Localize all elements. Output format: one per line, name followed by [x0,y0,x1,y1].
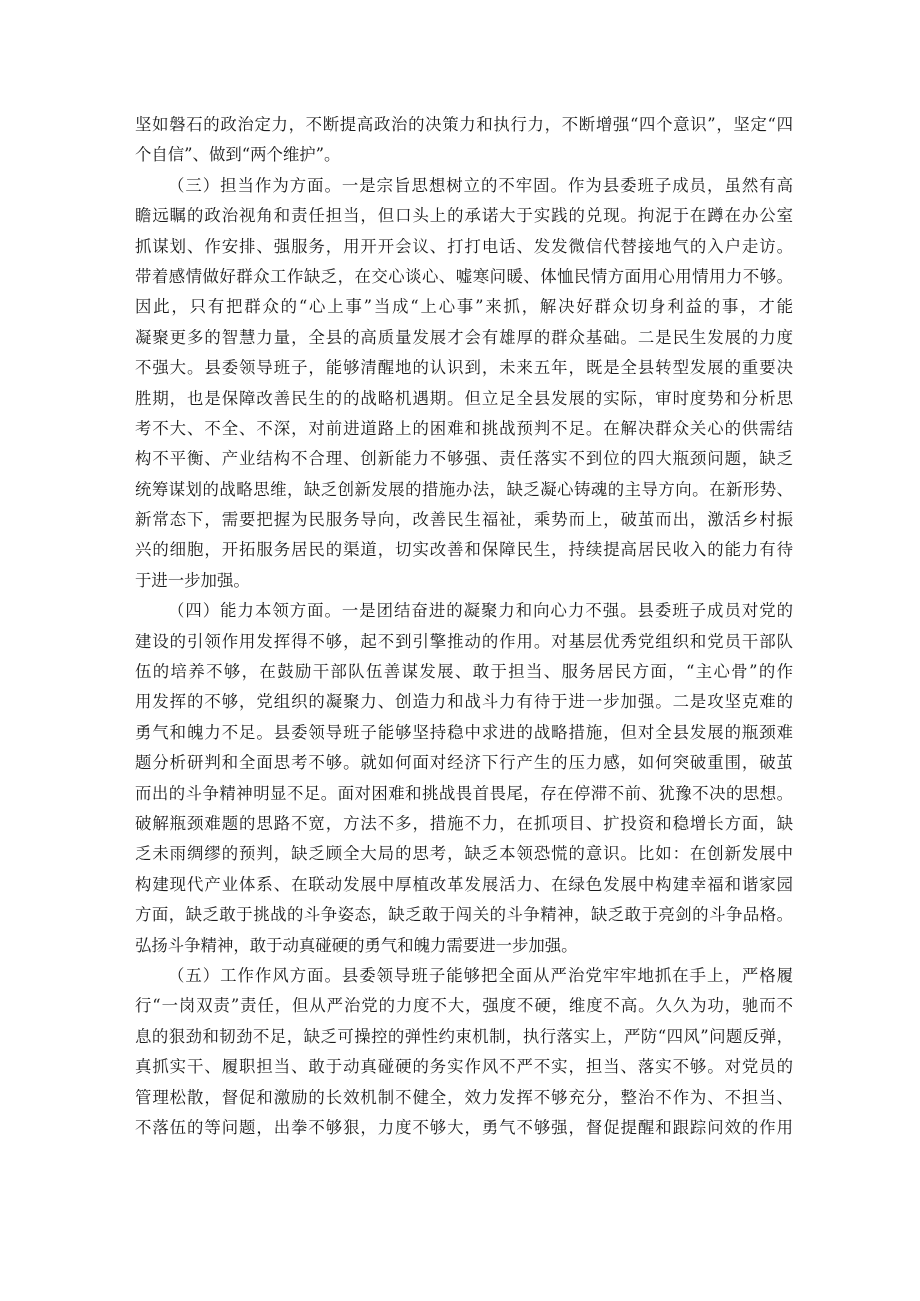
text-line: 用发挥的不够，党组织的凝聚力、创造力和战斗力有待于进一步加强。二是攻坚克难的 [135,692,793,712]
text-line: 息的狠劲和韧劲不足，缺乏可操控的弹性约束机制，执行落实上，严防“四风”问题反弹， [135,1026,793,1046]
text-line: 建设的引领作用发挥得不够，起不到引擎推动的作用。对基层优秀党组织和党员干部队 [135,631,793,651]
text-line: 不落伍的等问题，出拳不够狠，力度不够大，勇气不够强，督促提醒和跟踪问效的作用 [135,1117,793,1137]
text-line: 而出的斗争精神明显不足。面对困难和挑战畏首畏尾，存在停滞不前、犹豫不决的思想。 [135,783,793,803]
text-line: 因此，只有把群众的“心上事”当成“上心事”来抓，解决好群众切身利益的事，才能 [135,297,793,317]
text-line: 构不平衡、产业结构不合理、创新能力不够强、责任落实不到位的四大瓶颈问题，缺乏 [135,449,793,469]
paragraph [135,596,793,961]
text-line: 勇气和魄力不足。县委领导班子能够坚持稳中求进的战略措施，但对全县发展的瓶颈难 [135,722,793,742]
text-line: 管理松散，督促和激励的长效机制不健全，效力发挥不够充分，整治不作为、不担当、 [135,1087,793,1107]
text-line: （四）能力本领方面。一是团结奋进的凝聚力和向心力不强。县委班子成员对党的 [168,601,793,621]
text-line: 乏未雨绸缪的预判，缺乏顾全大局的思考，缺乏本领恐慌的意识。比如：在创新发展中 [135,844,793,864]
text-line: 伍的培养不够，在鼓励干部队伍善谋发展、敢于担当、服务居民方面，“主心骨”的作 [135,662,793,682]
text-line: 行“一岗双责”责任，但从严治党的力度不大，强度不硬，维度不高。久久为功，驰而不 [135,996,793,1016]
text-line: 弘扬斗争精神，敢于动真碰硬的勇气和魄力需要进一步加强。 [135,935,578,955]
text-line: （五）工作作风方面。县委领导班子能够把全面从严治党牢牢地抓在手上，严格履 [168,965,793,985]
text-line: 构建现代产业体系、在联动发展中厚植改革发展活力、在绿色发展中构建幸福和谐家园 [135,874,793,894]
text-line: （三）担当作为方面。一是宗旨思想树立的不牢固。作为县委班子成员，虽然有高 [168,175,793,195]
text-line: 破解瓶颈难题的思路不宽，方法不多，措施不力，在抓项目、扩投资和稳增长方面，缺 [135,813,793,833]
text-line: 于进一步加强。 [135,570,250,590]
text-line: 方面，缺乏敢于挑战的斗争姿态，缺乏敢于闯关的斗争精神，缺乏敢于亮剑的斗争品格。 [135,905,793,925]
text-line: 考不大、不全、不深，对前进道路上的困难和挑战预判不足。在解决群众关心的供需结 [135,418,793,438]
text-line: 新常态下，需要把握为民服务导向，改善民生福祉，乘势而上，破茧而出，激活乡村振 [135,510,793,530]
text-line: 真抓实干、履职担当、敢于动真碰硬的务实作风不严不实，担当、落实不够。对党员的 [135,1057,793,1077]
paragraph [135,110,793,171]
text-line: 兴的细胞，开拓服务居民的渠道，切实改善和保障民生，持续提高居民收入的能力有待 [135,540,793,560]
text-line: 不强大。县委领导班子，能够清醒地的认识到，未来五年，既是全县转型发展的重要决 [135,358,793,378]
document-page [135,110,793,1143]
text-line: 题分析研判和全面思考不够。就如何面对经济下行产生的压力感，如何突破重围，破茧 [135,753,793,773]
text-line: 瞻远瞩的政治视角和责任担当，但口头上的承诺大于实践的兑现。拘泥于在蹲在办公室 [135,206,793,226]
text-line: 胜期，也是保障改善民生的的战略机遇期。但立足全县发展的实际，审时度势和分析思 [135,388,793,408]
paragraph [135,171,793,596]
paragraph [135,961,793,1143]
text-line: 坚如磐石的政治定力，不断提高政治的决策力和执行力，不断增强“四个意识”，坚定“四 [135,115,793,134]
text-line: 抓谋划、作安排、强服务，用开开会议、打打电话、发发微信代替接地气的入户走访。 [135,236,793,256]
text-line: 带着感情做好群众工作缺乏，在交心谈心、嘘寒问暖、体恤民情方面用心用情用力不够。 [135,266,793,286]
text-line: 凝聚更多的智慧力量，全县的高质量发展才会有雄厚的群众基础。二是民生发展的力度 [135,327,793,347]
text-line: 统筹谋划的战略思维，缺乏创新发展的措施办法，缺乏凝心铸魂的主导方向。在新形势、 [135,479,793,499]
text-line: 个自信”、做到“两个维护”。 [135,145,341,165]
